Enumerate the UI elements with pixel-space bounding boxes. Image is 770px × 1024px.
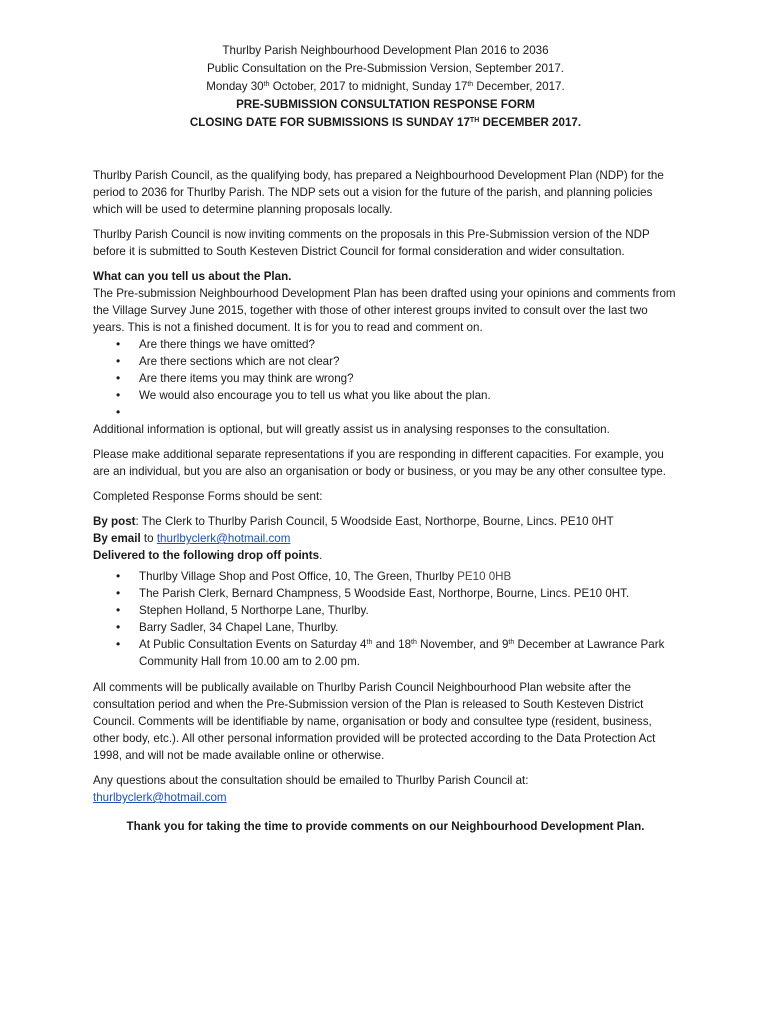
tell-us-heading: What can you tell us about the Plan. — [93, 270, 292, 283]
separate-representations-paragraph: Please make additional separate representations if you are responding in different capacities. For example, you are an individual, but you are also an organisation or body or business, or you may be any other consultee type. — [93, 448, 666, 478]
questions-contact-paragraph: Any questions about the consultation should be emailed to Thurlby Parish Council at: — [93, 774, 529, 787]
list-item: • Thurlby Village Shop and Post Office, 10, The Green, Thurlby PE10 0HB — [93, 568, 678, 585]
additional-info-paragraph: Additional information is optional, but will greatly assist us in analysing responses to the consultation. — [93, 423, 610, 436]
contact-email-line — [93, 789, 678, 806]
list-item: • At Public Consultation Events on Saturday 4th and 18th November, and 9th December at Lawrance Park Community Hall from 10.00 am to 2.00 pm. — [93, 636, 678, 670]
header-dates: Monday 30th October, 2017 to midnight, Sunday 17th December, 2017. — [206, 80, 565, 93]
list-item: • Barry Sadler, 34 Chapel Lane, Thurlby. — [93, 619, 678, 636]
by-email-line: By email to thurlbyclerk@hotmail.com — [93, 532, 291, 545]
tell-us-paragraph: The Pre-submission Neighbourhood Development Plan has been drafted using your opinions and comments from the Village Survey June 2015, together with those of other interest groups invited to consult over the last two years. This is not a finished document. It is for you to read and comment on. — [93, 287, 676, 334]
list-item: • Are there things we have omitted? — [93, 336, 678, 353]
header-closing-date: CLOSING DATE FOR SUBMISSIONS IS SUNDAY 17TH DECEMBER 2017. — [189, 116, 582, 129]
document-header — [93, 42, 678, 132]
header-consultation-title: Public Consultation on the Pre-Submission Version, September 2017. — [206, 62, 565, 75]
by-post-line: By post: The Clerk to Thurlby Parish Council, 5 Woodside East, Northorpe, Bourne, Lincs. PE10 0HT — [93, 515, 614, 528]
list-item-empty — [93, 404, 678, 421]
drop-off-list — [93, 568, 678, 670]
list-item: • Stephen Holland, 5 Northorpe Lane, Thurlby. — [93, 602, 678, 619]
invitation-paragraph: Thurlby Parish Council is now inviting comments on the proposals in this Pre-Submission version of the NDP before it is submitted to South Kesteven District Council for formal consideration and wider consultation. — [93, 228, 650, 258]
contact-email-link[interactable]: thurlbyclerk@hotmail.com — [93, 791, 227, 804]
list-item: • Are there sections which are not clear? — [93, 353, 678, 370]
header-plan-title: Thurlby Parish Neighbourhood Development Plan 2016 to 2036 — [222, 44, 549, 57]
completed-forms-paragraph: Completed Response Forms should be sent: — [93, 490, 323, 503]
header-form-title: PRE-SUBMISSION CONSULTATION RESPONSE FORM — [236, 98, 535, 111]
public-availability-paragraph: All comments will be publically available on Thurlby Parish Council Neighbourhood Plan website after the consultation period and when the Pre-Submission version of the Plan is released to South Kesteven District Council. Comments will be identifiable by name, organisation or body and consultee type (resident, business, other body, etc.). All other personal information provided will be protected according to the Data Protection Act 1998, and will not be made available online or otherwise. — [93, 681, 656, 762]
questions-list — [93, 336, 678, 421]
drop-off-heading: Delivered to the following drop off points. — [93, 549, 323, 562]
email-link[interactable]: thurlbyclerk@hotmail.com — [156, 532, 291, 545]
list-item: • The Parish Clerk, Bernard Champness, 5 Woodside East, Northorpe, Bourne, Lincs. PE10 0HT. — [93, 585, 678, 602]
thank-you-note: Thank you for taking the time to provide comments on our Neighbourhood Development Plan. — [126, 820, 645, 833]
list-item: • We would also encourage you to tell us what you like about the plan. — [93, 387, 678, 404]
list-item: • Are there items you may think are wrong? — [93, 370, 678, 387]
intro-paragraph: Thurlby Parish Council, as the qualifying body, has prepared a Neighbourhood Development Plan (NDP) for the period to 2036 for Thurlby Parish. The NDP sets out a vision for the future of the parish, and planning policies which will be used to determine planning proposals locally. — [93, 169, 664, 216]
